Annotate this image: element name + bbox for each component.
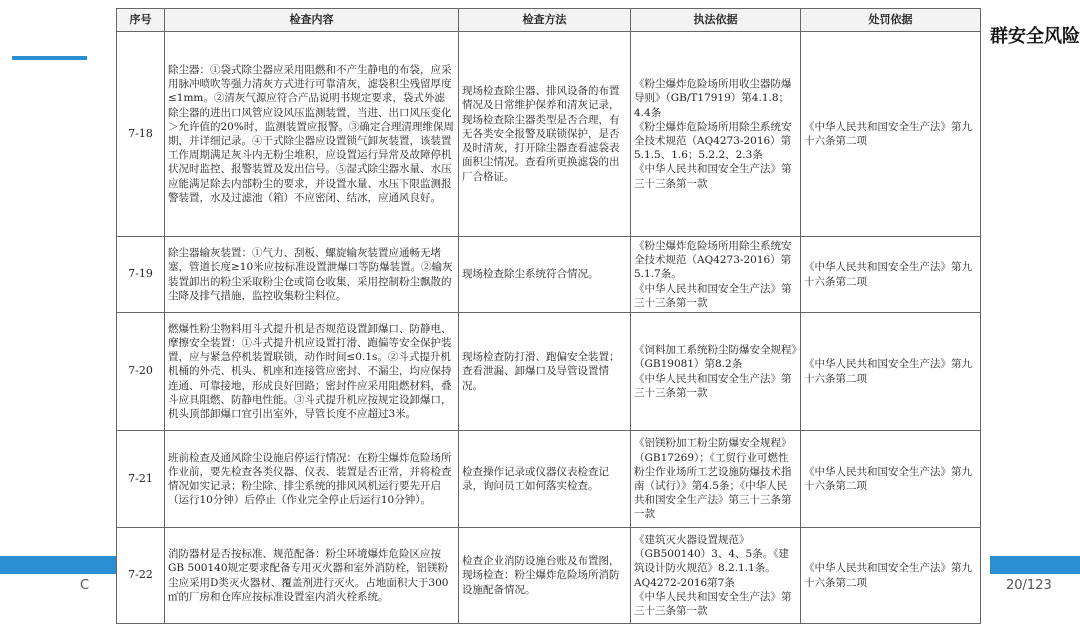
row-check-content: 消防器材是否按标准、规范配备：粉尘环境爆炸危险区应按GB 500140规定要求配备专用灭火器和室外消防栓，铝镁粉尘应采用D类灭火器材、覆盖剂进行灭火。占地面积大于300㎡的厂房和仓库应按标准设置室内消火栓系统。 xyxy=(165,528,459,624)
table-row xyxy=(117,32,981,237)
row-check-content: 燃爆性粉尘物料用斗式提升机是否规范设置卸爆口、防静电、摩擦安全装置：①斗式提升机应设置打滑、跑偏等安全保护装置，应与紧急停机装置联锁，动作时间≤0.1s。②斗式提升机机桶的外壳、机头、机座和连接管应密封、不漏尘，均应保持连通、可靠接地，形成良好回路；密封件应采用阻燃材料，叠斗应具阻燃、防静电性能。③斗式提升机应按规定设卸爆口，机头顶部卸爆口宜引出室外，导管长度不应超过3米。 xyxy=(165,313,459,431)
row-check-method: 现场检查除尘器、排风设备的布置情况及日常维护保养和清灰记录，现场检查除尘器类型是否合理，有无各类安全报警及联锁保护，是否及时清灰，打开除尘器查看滤袋表面积尘情况。查看所更换滤袋的出厂合格证。 xyxy=(459,32,631,237)
header-serial-no: 序号 xyxy=(117,9,165,32)
row-check-content: 除尘器：①袋式除尘器应采用阻燃和不产生静电的布袋，应采用脉冲喷吹等强力清灰方式进行可靠清灰，滤袋积尘残留厚度≤1mm。②清灰气源应符合产品说明书规定要求，袋式外滤除尘器的进出口风管应设风压监测装置，当进、出口风压变化＞允许值的20%时，监测装置应报警。③确定合理清理维保周期，并详细记录。④干式除尘器应设置锁气卸灰装置，该装置工作周期满足灰斗内无粉尘堆积，应设置运行异常及故障停机状况时监控、报警装置及发出信号。⑤湿式除尘器水量、水压应能满足除去内部粉尘的要求，并设置水量、水压下限监测报警装置，水及过滤池（箱）不应密闭、结冰，应通风良好。 xyxy=(165,32,459,237)
table-row xyxy=(117,431,981,528)
slide-title-fragment: 群安全风险 xyxy=(990,26,1080,47)
accent-bar-bottom-right xyxy=(990,556,1080,574)
page-number: 20/123 xyxy=(1006,578,1052,593)
row-penalty-basis: 《中华人民共和国安全生产法》第九十六条第二项 xyxy=(801,237,981,313)
row-check-content: 班前检查及通风除尘设施启停运行情况：在粉尘爆炸危险场所作业前，要先检查各类仪器、仪表、装置是否正常，并将检查情况如实记录；粉尘除、排尘系统的排风风机运行要先开启（运行10分钟）后停止（作业完全停止后运行10分钟）。 xyxy=(165,431,459,528)
header-enforcement-basis: 执法依据 xyxy=(631,9,801,32)
header-check-content: 检查内容 xyxy=(165,9,459,32)
footer-fragment: C xyxy=(80,578,90,593)
row-enforcement-basis: 《饲料加工系统粉尘防爆安全规程》（GB19081）第8.2条 《中华人民共和国安全生产法》第三十三条第一款 xyxy=(631,313,801,431)
row-number: 7-21 xyxy=(117,431,165,528)
row-enforcement-basis: 《粉尘爆炸危险场所用收尘器防爆导则》（GB/T17919）第4.1.8；4.4条 《粉尘爆炸危险场所用除尘系统安全技术规范（AQ4273-2016）第5.1.5、1.6；5.2.2、2.3条 《中华人民共和国安全生产法》第三十三条第一款 xyxy=(631,32,801,237)
row-number: 7-20 xyxy=(117,313,165,431)
row-check-content: 除尘器输灰装置：①气力、刮板、螺旋输灰装置应通畅无堵塞，管道长度≥10米应按标准设置泄爆口等防爆装置。②输灰装置卸出的粉尘采取粉尘仓或筒仓收集，采用控制粉尘飘散的尘降及排气措施，监控收集粉尘料位。 xyxy=(165,237,459,313)
table-row xyxy=(117,237,981,313)
row-number: 7-18 xyxy=(117,32,165,237)
table-header-row xyxy=(117,9,981,32)
row-penalty-basis: 《中华人民共和国安全生产法》第九十六条第二项 xyxy=(801,431,981,528)
table-row xyxy=(117,313,981,431)
table-row xyxy=(117,528,981,624)
row-enforcement-basis: 《建筑灭火器设置规范》（GB500140）3、4、5条。《建筑设计防火规范》8.2.1.1条。AQ4272-2016第7条 《中华人民共和国安全生产法》第三十三条第一款 xyxy=(631,528,801,624)
accent-bar-top xyxy=(12,56,87,60)
row-check-method: 检查企业消防设施台账及布置图，现场检查：粉尘爆炸危险场所消防设施配备情况。 xyxy=(459,528,631,624)
header-check-method: 检查方法 xyxy=(459,9,631,32)
row-penalty-basis: 《中华人民共和国安全生产法》第九十六条第二项 xyxy=(801,32,981,237)
header-penalty-basis: 处罚依据 xyxy=(801,9,981,32)
row-number: 7-22 xyxy=(117,528,165,624)
accent-bar-bottom-left xyxy=(0,556,118,574)
row-check-method: 现场检查除尘系统符合情况。 xyxy=(459,237,631,313)
row-penalty-basis: 《中华人民共和国安全生产法》第九十六条第二项 xyxy=(801,313,981,431)
row-check-method: 检查操作记录或仪器仪表检查记录，询问员工如何落实检查。 xyxy=(459,431,631,528)
row-check-method: 现场检查防打滑、跑偏安全装置；查看泄漏、卸爆口及导管设置情况。 xyxy=(459,313,631,431)
row-penalty-basis: 《中华人民共和国安全生产法》第九十六条第二项 xyxy=(801,528,981,624)
inspection-table xyxy=(116,8,981,624)
row-number: 7-19 xyxy=(117,237,165,313)
row-enforcement-basis: 《铝镁粉加工粉尘防爆安全规程》（GB17269）；《工贸行业可燃性粉尘作业场所工艺设施防爆技术指南（试行）》第4.5条；《中华人民共和国安全生产法》第三十三条第一款 xyxy=(631,431,801,528)
row-enforcement-basis: 《粉尘爆炸危险场所用除尘系统安全技术规范（AQ4273-2016）第5.1.7条。 《中华人民共和国安全生产法》第三十三条第一款 xyxy=(631,237,801,313)
